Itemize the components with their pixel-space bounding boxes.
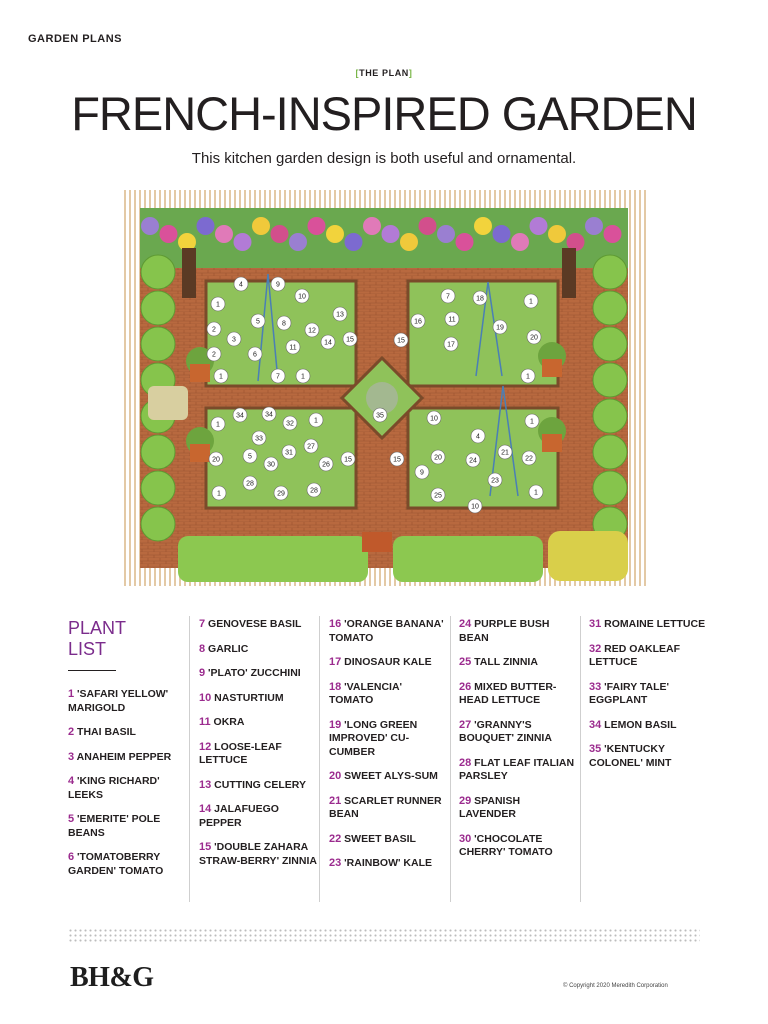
plant-marker-number: 4 <box>239 281 243 289</box>
plant-marker <box>333 307 347 321</box>
dotted-divider <box>68 928 700 944</box>
plant-marker-number: 1 <box>216 421 220 429</box>
plant-marker-number: 9 <box>276 281 280 289</box>
plant-number: 32 <box>589 642 602 655</box>
plant-marker-number: 18 <box>476 295 484 303</box>
plant-name: 'FAIRY TALE' EGGPLANT <box>589 680 670 706</box>
plant-number: 21 <box>329 794 342 807</box>
plant-list-item <box>459 618 577 645</box>
plant-marker-number: 1 <box>530 418 534 426</box>
plant-marker <box>271 369 285 383</box>
plant-name: ROMAINE LETTUCE <box>601 618 706 630</box>
plant-number: 6 <box>68 851 75 863</box>
plant-list-item <box>199 779 317 793</box>
plant-number: 11 <box>199 716 211 728</box>
plant-list-item <box>459 757 577 784</box>
brand-logo: BH&G <box>70 962 154 993</box>
plant-name: RED OAKLEAF LETTUCE <box>589 642 680 668</box>
plant-name: GENOVESE BASIL <box>205 618 302 630</box>
plant-list-column-5 <box>589 618 707 781</box>
plant-marker-number: 28 <box>310 487 318 495</box>
plant-marker-number: 20 <box>212 456 220 464</box>
plant-marker <box>522 451 536 465</box>
garden-plan-illustration <box>118 186 650 590</box>
plant-marker-number: 5 <box>248 453 252 461</box>
plant-number: 1 <box>68 688 75 700</box>
boxwood-shrub <box>141 507 175 541</box>
flower-clump <box>474 217 492 235</box>
plant-marker <box>524 294 538 308</box>
plant-marker <box>319 457 333 471</box>
plant-marker <box>431 488 445 502</box>
column-divider <box>189 616 190 902</box>
plant-marker-number: 15 <box>397 337 405 345</box>
plant-marker <box>283 416 297 430</box>
plant-marker-number: 10 <box>430 415 438 423</box>
plant-list-item <box>459 833 577 860</box>
plant-marker <box>444 337 458 351</box>
plant-list-item <box>68 726 186 740</box>
plant-number: 26 <box>459 680 472 693</box>
plant-number: 3 <box>68 750 75 763</box>
plant-number: 35 <box>589 743 602 755</box>
plant-number: 23 <box>329 857 342 869</box>
plant-name: 'KING RICHARD' LEEKS <box>68 775 160 801</box>
flower-clump <box>437 225 455 243</box>
plant-name: GARLIC <box>205 642 249 655</box>
plant-marker-number: 1 <box>216 301 220 309</box>
plant-marker-number: 26 <box>322 461 330 469</box>
plant-marker <box>207 322 221 336</box>
plant-marker <box>307 483 321 497</box>
plant-number: 15 <box>199 841 212 853</box>
plant-list-column-4 <box>459 618 577 871</box>
plant-list-item <box>68 813 186 840</box>
plant-marker-number: 1 <box>534 489 538 497</box>
flower-clump <box>234 233 252 251</box>
plant-list-item <box>329 770 447 784</box>
bench-right <box>562 248 576 298</box>
plant-number: 5 <box>68 813 75 825</box>
plant-name: 'ORANGE BANANA' TOMATO <box>329 618 444 644</box>
plant-marker-number: 27 <box>307 443 315 451</box>
plant-name: NASTURTIUM <box>211 691 284 704</box>
plant-list-item <box>459 795 577 822</box>
plant-list-item <box>329 656 447 670</box>
plant-marker <box>277 316 291 330</box>
plant-marker <box>212 486 226 500</box>
plant-marker-number: 32 <box>286 420 294 428</box>
plant-list-item <box>589 643 707 670</box>
flower-clump <box>271 225 289 243</box>
plant-number: 14 <box>199 803 212 815</box>
plant-marker <box>209 452 223 466</box>
plant-marker-number: 1 <box>217 490 221 498</box>
plant-name: 'SAFARI YELLOW' MARIGOLD <box>68 688 169 714</box>
plant-marker <box>234 277 248 291</box>
plant-marker <box>411 314 425 328</box>
bench-left <box>182 248 196 298</box>
plant-marker-number: 9 <box>420 469 424 477</box>
plant-marker <box>243 476 257 490</box>
plant-marker <box>296 369 310 383</box>
plant-marker <box>473 291 487 305</box>
plant-marker-number: 3 <box>232 336 236 344</box>
plant-name: SPANISH LAVENDER <box>459 794 521 820</box>
plant-marker-number: 10 <box>298 293 306 301</box>
plant-number: 12 <box>199 740 212 753</box>
plant-number: 19 <box>329 718 342 731</box>
plant-marker-number: 1 <box>526 373 530 381</box>
plant-name: 'EMERITE' POLE BEANS <box>68 813 161 839</box>
plant-marker <box>264 457 278 471</box>
plant-name: LEMON BASIL <box>601 718 677 731</box>
plant-marker-number: 15 <box>393 456 401 464</box>
plant-marker-number: 6 <box>253 351 257 359</box>
plant-marker-number: 21 <box>501 449 509 457</box>
plant-number: 18 <box>329 680 342 693</box>
plant-list-item <box>459 719 577 746</box>
plant-marker <box>305 323 319 337</box>
plant-marker <box>227 332 241 346</box>
plant-list-item <box>329 795 447 822</box>
page-subtitle: This kitchen garden design is both useful and ornamental. <box>191 150 577 167</box>
plant-number: 31 <box>589 618 602 630</box>
plant-list-item <box>199 692 317 706</box>
column-divider <box>580 616 581 902</box>
plant-marker <box>286 340 300 354</box>
plant-list-item <box>589 681 707 708</box>
plant-number: 8 <box>199 642 206 655</box>
stepping-stone <box>148 386 188 420</box>
flower-clump <box>141 217 159 235</box>
plant-name: THAI BASIL <box>74 726 136 738</box>
boxwood-shrub <box>593 327 627 361</box>
boxwood-shrub <box>593 363 627 397</box>
plant-marker <box>431 450 445 464</box>
plant-list-item <box>199 667 317 681</box>
plant-marker <box>488 473 502 487</box>
plant-marker <box>309 413 323 427</box>
plant-name: 'DOUBLE ZAHARA STRAW-BERRY' ZINNIA <box>199 841 317 867</box>
plant-marker <box>394 333 408 347</box>
plant-marker <box>441 289 455 303</box>
boxwood-shrub <box>593 255 627 289</box>
plant-list-item <box>199 716 317 730</box>
bottom-hedge-right <box>393 536 543 582</box>
plant-name: DINOSAUR KALE <box>341 656 432 668</box>
plant-marker-number: 33 <box>255 435 263 443</box>
yellow-flowers-corner <box>548 531 628 581</box>
plant-marker-number: 2 <box>212 326 216 334</box>
plant-marker-number: 19 <box>496 324 504 332</box>
flower-clump <box>363 217 381 235</box>
flower-clump <box>326 225 344 243</box>
plant-marker <box>373 408 387 422</box>
plant-number: 7 <box>199 618 206 630</box>
plant-list-item <box>329 618 447 645</box>
plant-marker <box>282 445 296 459</box>
plant-marker-number: 13 <box>336 311 344 319</box>
plant-marker <box>527 330 541 344</box>
plant-marker <box>427 411 441 425</box>
plant-marker <box>252 431 266 445</box>
plant-list-item <box>329 719 447 760</box>
boxwood-shrub <box>141 255 175 289</box>
plant-number: 28 <box>459 756 472 769</box>
plant-list-item <box>199 803 317 830</box>
plant-name: OKRA <box>210 716 245 728</box>
bottom-hedge-left <box>178 536 368 582</box>
boxwood-shrub <box>141 327 175 361</box>
plant-marker <box>321 335 335 349</box>
plant-list-item <box>459 656 577 670</box>
plant-marker <box>251 314 265 328</box>
plant-marker <box>233 408 247 422</box>
plant-marker-number: 1 <box>529 298 533 306</box>
plant-marker <box>498 445 512 459</box>
plant-marker-number: 8 <box>282 320 286 328</box>
plant-marker <box>341 452 355 466</box>
copyright: © Copyright 2020 Meredith Corporation <box>563 983 668 989</box>
plant-marker-number: 15 <box>346 336 354 344</box>
plant-marker-number: 34 <box>236 412 244 420</box>
plant-number: 34 <box>589 718 602 731</box>
plant-number: 2 <box>68 726 75 738</box>
plant-marker <box>525 414 539 428</box>
boxwood-shrub <box>593 435 627 469</box>
plant-marker-number: 11 <box>448 316 456 324</box>
plant-marker-number: 7 <box>276 373 280 381</box>
boxwood-shrub <box>141 435 175 469</box>
plant-marker-number: 20 <box>530 334 538 342</box>
plant-marker <box>445 312 459 326</box>
plant-list-heading: PLANT LIST <box>68 618 127 659</box>
plant-marker <box>211 297 225 311</box>
plant-marker <box>415 465 429 479</box>
plant-name: MIXED BUTTER-HEAD LETTUCE <box>459 680 557 706</box>
flower-clump <box>400 233 418 251</box>
plant-marker-number: 31 <box>285 449 293 457</box>
plant-marker-number: 22 <box>525 455 533 463</box>
flower-clump <box>252 217 270 235</box>
plant-list-item <box>199 643 317 657</box>
plant-list-item <box>589 743 707 770</box>
boxwood-shrub <box>593 291 627 325</box>
plant-name: 'KENTUCKY COLONEL' MINT <box>589 743 672 769</box>
plant-name: JALAFUEGO PEPPER <box>199 803 279 829</box>
plant-marker <box>243 449 257 463</box>
plant-name: ANAHEIM PEPPER <box>74 750 172 763</box>
plant-marker-number: 11 <box>289 344 297 352</box>
plant-marker <box>493 320 507 334</box>
plant-marker-number: 25 <box>434 492 442 500</box>
plant-list-item <box>199 618 317 632</box>
plant-marker-number: 4 <box>476 433 480 441</box>
plant-marker-number: 10 <box>471 503 479 511</box>
plant-list-item <box>68 851 186 878</box>
plant-marker <box>274 486 288 500</box>
plant-number: 25 <box>459 656 472 668</box>
flower-clump <box>530 217 548 235</box>
plant-name: 'VALENCIA' TOMATO <box>329 680 403 706</box>
plant-marker-number: 20 <box>434 454 442 462</box>
plant-marker <box>343 332 357 346</box>
section-label: GARDEN PLANS <box>28 33 123 45</box>
plant-list-item <box>589 618 707 632</box>
boxwood-shrub <box>141 471 175 505</box>
plant-name: 'CHOCOLATE CHERRY' TOMATO <box>459 832 553 858</box>
plant-marker <box>304 439 318 453</box>
boxwood-shrub <box>141 291 175 325</box>
plant-marker <box>207 347 221 361</box>
plant-marker-number: 24 <box>469 457 477 465</box>
column-divider <box>319 616 320 902</box>
plant-name: PURPLE BUSH BEAN <box>459 618 550 644</box>
plant-marker-number: 2 <box>212 351 216 359</box>
plant-name: CUTTING CELERY <box>211 778 306 791</box>
plant-number: 16 <box>329 618 342 630</box>
plant-marker-number: 12 <box>308 327 316 335</box>
plant-list-item <box>199 841 317 868</box>
plant-marker-number: 1 <box>219 373 223 381</box>
plant-list-item <box>459 681 577 708</box>
plant-marker <box>211 417 225 431</box>
plant-marker <box>471 429 485 443</box>
flower-clump <box>308 217 326 235</box>
plant-name: 'GRANNY'S BOUQUET' ZINNIA <box>459 718 552 744</box>
plant-number: 22 <box>329 832 342 845</box>
plant-list-item <box>68 751 186 765</box>
page-title: FRENCH-INSPIRED GARDEN <box>71 87 697 140</box>
plant-number: 9 <box>199 667 206 679</box>
plant-list-item <box>329 681 447 708</box>
flower-clump <box>289 233 307 251</box>
plant-marker-number: 29 <box>277 490 285 498</box>
planter-front <box>362 532 392 552</box>
plant-marker <box>390 452 404 466</box>
column-divider <box>450 616 451 902</box>
plant-name: SWEET ALYS-SUM <box>341 770 438 782</box>
plant-marker <box>521 369 535 383</box>
plant-marker <box>529 485 543 499</box>
heading-rule <box>68 670 116 671</box>
plant-marker-number: 35 <box>376 412 384 420</box>
plant-list-column-1 <box>68 688 186 889</box>
plant-number: 30 <box>459 832 472 845</box>
flower-clump <box>215 225 233 243</box>
plant-number: 29 <box>459 794 472 807</box>
plant-marker <box>262 407 276 421</box>
plant-marker-number: 16 <box>414 318 422 326</box>
flower-clump <box>419 217 437 235</box>
plant-name: TALL ZINNIA <box>471 656 538 668</box>
plant-name: LOOSE-LEAF LETTUCE <box>199 740 282 766</box>
plant-marker-number: 5 <box>256 318 260 326</box>
flower-clump <box>511 233 529 251</box>
plant-name: FLAT LEAF ITALIAN PARSLEY <box>459 756 575 782</box>
flower-clump <box>197 217 215 235</box>
flower-clump <box>345 233 363 251</box>
plant-number: 24 <box>459 618 472 630</box>
flower-clump <box>456 233 474 251</box>
plant-number: 4 <box>68 775 75 787</box>
flower-clump <box>160 225 178 243</box>
plant-number: 13 <box>199 778 212 791</box>
flower-clump <box>548 225 566 243</box>
plant-list-item <box>589 719 707 733</box>
plant-list-item <box>329 857 447 871</box>
plant-marker-number: 15 <box>344 456 352 464</box>
plant-list-item <box>199 741 317 768</box>
plant-list-item <box>68 775 186 802</box>
flower-clump <box>585 217 603 235</box>
boxwood-shrub <box>593 399 627 433</box>
plant-name: 'LONG GREEN IMPROVED' CU-CUMBER <box>329 718 418 758</box>
plant-marker-number: 7 <box>446 293 450 301</box>
plant-marker-number: 30 <box>267 461 275 469</box>
plant-marker-number: 17 <box>447 341 455 349</box>
plant-marker-number: 23 <box>491 477 499 485</box>
plant-number: 10 <box>199 691 212 704</box>
plant-marker-number: 28 <box>246 480 254 488</box>
plant-marker <box>271 277 285 291</box>
plant-marker-number: 1 <box>301 373 305 381</box>
plant-marker-number: 1 <box>314 417 318 425</box>
plant-marker <box>248 347 262 361</box>
plant-number: 17 <box>329 656 342 668</box>
plant-number: 27 <box>459 718 472 731</box>
plant-number: 20 <box>329 770 342 782</box>
plant-list-item <box>68 688 186 715</box>
plant-marker <box>295 289 309 303</box>
plant-marker <box>214 369 228 383</box>
plan-tag: [THE PLAN] <box>355 68 413 78</box>
flower-clump <box>382 225 400 243</box>
plant-marker <box>466 453 480 467</box>
plant-list-column-3 <box>329 618 447 882</box>
plant-name: 'PLATO' ZUCCHINI <box>205 667 301 679</box>
plant-list-item <box>329 833 447 847</box>
plant-marker-number: 14 <box>324 339 332 347</box>
plant-name: SCARLET RUNNER BEAN <box>329 794 442 820</box>
plant-name: 'TOMATOBERRY GARDEN' TOMATO <box>68 851 164 877</box>
plant-number: 33 <box>589 680 602 693</box>
boxwood-shrub <box>593 471 627 505</box>
flower-border-top <box>140 208 628 268</box>
plant-marker <box>468 499 482 513</box>
flower-clump <box>604 225 622 243</box>
plant-marker-number: 34 <box>265 411 273 419</box>
flower-clump <box>493 225 511 243</box>
plant-name: SWEET BASIL <box>341 832 416 845</box>
plant-list-column-2 <box>199 618 317 879</box>
plant-name: 'RAINBOW' KALE <box>341 857 432 869</box>
